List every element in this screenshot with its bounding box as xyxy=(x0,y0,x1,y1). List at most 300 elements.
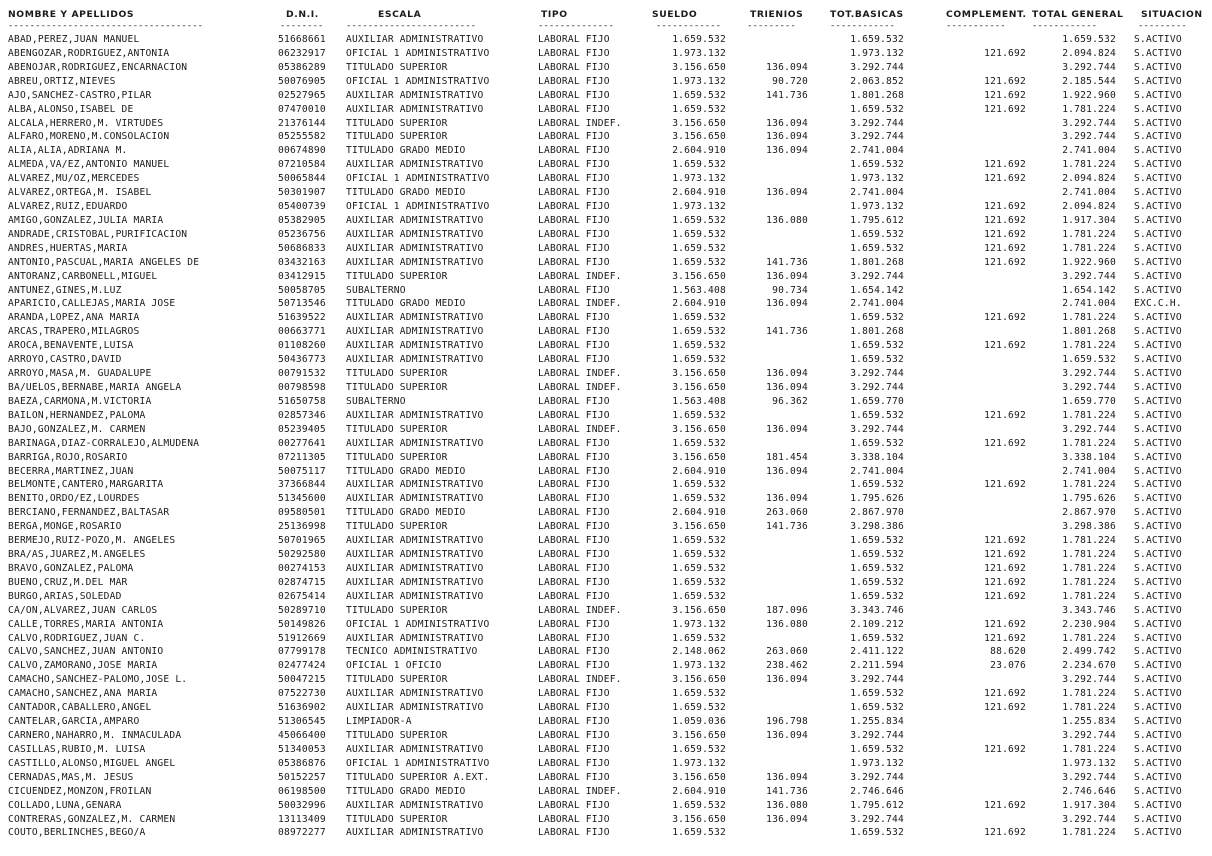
cell-sueldo: 1.659.532 xyxy=(672,228,726,240)
cell-dni: 05386876 xyxy=(278,757,326,769)
cell-nombre: CA/ON,ALVAREZ,JUAN CARLOS xyxy=(8,604,158,616)
cell-situacion: S.ACTIVO xyxy=(1134,312,1182,324)
cell-nombre: BARINAGA,DIAZ-CORRALEJO,ALMUDENA xyxy=(8,437,200,449)
cell-nombre: CAMACHO,SANCHEZ,ANA MARIA xyxy=(8,688,158,700)
table-row xyxy=(0,757,1212,771)
cell-tot-basicas: 1.659.532 xyxy=(850,576,904,588)
cell-tipo: LABORAL FIJO xyxy=(538,521,610,533)
table-row xyxy=(0,144,1212,158)
cell-nombre: CARNERO,NAHARRO,M. INMACULADA xyxy=(8,730,182,741)
cell-complement: 121.692 xyxy=(984,688,1026,700)
table-row xyxy=(0,325,1212,339)
cell-escala: TITULADO SUPERIOR xyxy=(346,423,448,435)
cell-situacion: S.ACTIVO xyxy=(1134,785,1182,797)
table-row xyxy=(0,284,1212,298)
cell-nombre: ALFARO,MORENO,M.CONSOLACION xyxy=(8,131,170,143)
cell-escala: SUBALTERNO xyxy=(346,284,406,296)
cell-situacion: S.ACTIVO xyxy=(1134,743,1182,755)
cell-sueldo: 1.659.532 xyxy=(672,590,726,602)
cell-tipo: LABORAL FIJO xyxy=(538,312,610,324)
cell-trienios: 141.736 xyxy=(766,256,808,268)
cell-dni: 50701965 xyxy=(278,535,326,547)
cell-nombre: ANDRADE,CRISTOBAL,PURIFICACION xyxy=(8,228,188,240)
cell-situacion: S.ACTIVO xyxy=(1134,117,1182,129)
cell-dni: 00277641 xyxy=(278,437,326,449)
cell-tot-basicas: 3.292.744 xyxy=(850,270,904,282)
cell-sueldo: 1.659.532 xyxy=(672,103,726,115)
cell-sueldo: 1.659.532 xyxy=(672,326,726,338)
table-row xyxy=(0,520,1212,534)
table-row xyxy=(0,200,1212,214)
cell-escala: TITULADO SUPERIOR xyxy=(346,604,448,616)
cell-situacion: S.ACTIVO xyxy=(1134,632,1182,644)
table-row xyxy=(0,492,1212,506)
table-row xyxy=(0,590,1212,604)
cell-tot-basicas: 3.292.744 xyxy=(850,368,904,380)
cell-tot-basicas: 1.654.142 xyxy=(850,284,904,296)
cell-total-general: 2.230.904 xyxy=(1062,618,1116,630)
cell-sueldo: 1.973.132 xyxy=(672,660,726,672)
cell-sueldo: 3.156.650 xyxy=(672,131,726,143)
cell-situacion: S.ACTIVO xyxy=(1134,34,1182,45)
cell-trienios: 90.720 xyxy=(772,75,808,87)
cell-sueldo: 1.659.532 xyxy=(672,354,726,366)
cell-tot-basicas: 2.741.004 xyxy=(850,298,904,310)
cell-trienios: 136.094 xyxy=(766,674,808,686)
cell-tot-basicas: 1.659.532 xyxy=(850,312,904,324)
cell-sueldo: 1.659.532 xyxy=(672,562,726,574)
table-row xyxy=(0,562,1212,576)
cell-nombre: ALVAREZ,ORTEGA,M. ISABEL xyxy=(8,187,152,199)
cell-sueldo: 3.156.650 xyxy=(672,604,726,616)
cell-tipo: LABORAL FIJO xyxy=(538,187,610,199)
table-row xyxy=(0,214,1212,228)
cell-tipo: LABORAL FIJO xyxy=(538,479,610,491)
cell-tipo: LABORAL INDEF. xyxy=(538,117,622,129)
table-row xyxy=(0,423,1212,437)
table-row xyxy=(0,604,1212,618)
cell-tipo: LABORAL INDEF. xyxy=(538,270,622,282)
header-tipo: TIPO xyxy=(541,9,568,20)
table-row xyxy=(0,701,1212,715)
cell-escala: AUXILIAR ADMINISTRATIVO xyxy=(346,702,484,714)
cell-escala: AUXILIAR ADMINISTRATIVO xyxy=(346,228,484,240)
cell-escala: AUXILIAR ADMINISTRATIVO xyxy=(346,256,484,268)
cell-tot-basicas: 1.659.532 xyxy=(850,702,904,714)
cell-dni: 51650758 xyxy=(278,395,326,407)
cell-tot-basicas: 1.659.532 xyxy=(850,228,904,240)
cell-tot-basicas: 1.659.532 xyxy=(850,242,904,254)
cell-total-general: 2.094.824 xyxy=(1062,201,1116,213)
cell-nombre: CASILLAS,RUBIO,M. LUISA xyxy=(8,743,146,755)
cell-nombre: CALVO,RODRIGUEZ,JUAN C. xyxy=(8,632,146,644)
cell-trienios: 187.096 xyxy=(766,604,808,616)
cell-situacion: EXC.C.H. xyxy=(1134,298,1182,310)
cell-total-general: 1.781.224 xyxy=(1062,576,1116,588)
cell-nombre: ALVAREZ,MU/OZ,MERCEDES xyxy=(8,173,140,185)
cell-tipo: LABORAL FIJO xyxy=(538,660,610,672)
cell-tot-basicas: 3.292.744 xyxy=(850,730,904,741)
cell-escala: TECNICO ADMINISTRATIVO xyxy=(346,646,478,658)
cell-complement: 121.692 xyxy=(984,562,1026,574)
table-row xyxy=(0,242,1212,256)
cell-complement: 121.692 xyxy=(984,201,1026,213)
cell-situacion: S.ACTIVO xyxy=(1134,535,1182,547)
cell-situacion: S.ACTIVO xyxy=(1134,103,1182,115)
cell-dni: 02857346 xyxy=(278,409,326,421)
cell-dni: 50065844 xyxy=(278,173,326,185)
cell-tipo: LABORAL FIJO xyxy=(538,688,610,700)
cell-tipo: LABORAL FIJO xyxy=(538,395,610,407)
table-row xyxy=(0,367,1212,381)
cell-escala: AUXILIAR ADMINISTRATIVO xyxy=(346,562,484,574)
cell-tot-basicas: 3.292.744 xyxy=(850,131,904,143)
cell-total-general: 1.781.224 xyxy=(1062,479,1116,491)
cell-tot-basicas: 2.211.594 xyxy=(850,660,904,672)
cell-escala: AUXILIAR ADMINISTRATIVO xyxy=(346,103,484,115)
cell-sueldo: 1.563.408 xyxy=(672,395,726,407)
cell-tipo: LABORAL FIJO xyxy=(538,228,610,240)
cell-tot-basicas: 2.741.004 xyxy=(850,145,904,157)
cell-total-general: 1.781.224 xyxy=(1062,242,1116,254)
cell-complement: 121.692 xyxy=(984,173,1026,185)
cell-tipo: LABORAL FIJO xyxy=(538,799,610,811)
cell-tot-basicas: 2.867.970 xyxy=(850,507,904,519)
cell-dni: 51912669 xyxy=(278,632,326,644)
table-row xyxy=(0,297,1212,311)
cell-complement: 121.692 xyxy=(984,702,1026,714)
cell-trienios: 136.094 xyxy=(766,61,808,73)
cell-escala: TITULADO SUPERIOR xyxy=(346,813,448,825)
cell-tot-basicas: 3.292.744 xyxy=(850,813,904,825)
cell-tot-basicas: 1.973.132 xyxy=(850,47,904,59)
cell-sueldo: 2.604.910 xyxy=(672,785,726,797)
header-tot-basicas: TOT.BASICAS xyxy=(830,9,904,20)
cell-escala: TITULADO SUPERIOR xyxy=(346,368,448,380)
cell-tot-basicas: 1.659.532 xyxy=(850,479,904,491)
cell-tot-basicas: 1.795.626 xyxy=(850,493,904,505)
cell-tipo: LABORAL FIJO xyxy=(538,326,610,338)
cell-escala: TITULADO SUPERIOR xyxy=(346,61,448,73)
table-row xyxy=(0,353,1212,367)
cell-sueldo: 3.156.650 xyxy=(672,521,726,533)
cell-situacion: S.ACTIVO xyxy=(1134,201,1182,213)
cell-situacion: S.ACTIVO xyxy=(1134,799,1182,811)
cell-sueldo: 1.659.532 xyxy=(672,340,726,352)
header-underline: -------- xyxy=(280,21,324,31)
cell-situacion: S.ACTIVO xyxy=(1134,716,1182,728)
cell-tipo: LABORAL FIJO xyxy=(538,743,610,755)
cell-situacion: S.ACTIVO xyxy=(1134,437,1182,449)
cell-tipo: LABORAL FIJO xyxy=(538,242,610,254)
cell-sueldo: 1.563.408 xyxy=(672,284,726,296)
cell-total-general: 1.255.834 xyxy=(1062,716,1116,728)
cell-escala: AUXILIAR ADMINISTRATIVO xyxy=(346,549,484,561)
cell-total-general: 1.781.224 xyxy=(1062,827,1116,839)
cell-escala: SUBALTERNO xyxy=(346,395,406,407)
cell-tot-basicas: 3.338.104 xyxy=(850,451,904,463)
cell-tot-basicas: 1.659.532 xyxy=(850,549,904,561)
cell-complement: 121.692 xyxy=(984,549,1026,561)
cell-dni: 07522730 xyxy=(278,688,326,700)
cell-escala: TITULADO SUPERIOR xyxy=(346,674,448,686)
cell-tot-basicas: 1.659.532 xyxy=(850,409,904,421)
cell-situacion: S.ACTIVO xyxy=(1134,660,1182,672)
cell-tot-basicas: 2.746.646 xyxy=(850,785,904,797)
header-trienios: TRIENIOS xyxy=(750,9,804,20)
cell-tipo: LABORAL FIJO xyxy=(538,757,610,769)
cell-escala: TITULADO SUPERIOR xyxy=(346,270,448,282)
cell-total-general: 1.973.132 xyxy=(1062,757,1116,769)
cell-complement: 121.692 xyxy=(984,437,1026,449)
cell-tot-basicas: 3.343.746 xyxy=(850,604,904,616)
cell-dni: 06198500 xyxy=(278,785,326,797)
cell-situacion: S.ACTIVO xyxy=(1134,827,1182,839)
cell-situacion: S.ACTIVO xyxy=(1134,646,1182,658)
table-row xyxy=(0,465,1212,479)
cell-nombre: ALIA,ALIA,ADRIANA M. xyxy=(8,145,128,157)
cell-situacion: S.ACTIVO xyxy=(1134,242,1182,254)
cell-trienios: 238.462 xyxy=(766,660,808,672)
cell-escala: TITULADO GRADO MEDIO xyxy=(346,465,466,477)
cell-tipo: LABORAL FIJO xyxy=(538,465,610,477)
cell-nombre: ARROYO,MASA,M. GUADALUPE xyxy=(8,368,152,380)
cell-dni: 50713546 xyxy=(278,298,326,310)
cell-escala: TITULADO SUPERIOR xyxy=(346,131,448,143)
cell-tipo: LABORAL FIJO xyxy=(538,493,610,505)
cell-trienios: 136.094 xyxy=(766,117,808,129)
cell-trienios: 96.362 xyxy=(772,395,808,407)
cell-tot-basicas: 1.973.132 xyxy=(850,201,904,213)
cell-nombre: BERMEJO,RUIZ-POZO,M. ANGELES xyxy=(8,535,176,547)
cell-trienios: 136.094 xyxy=(766,730,808,741)
table-row xyxy=(0,478,1212,492)
cell-situacion: S.ACTIVO xyxy=(1134,61,1182,73)
cell-tot-basicas: 1.659.532 xyxy=(850,827,904,839)
cell-nombre: AJO,SANCHEZ-CASTRO,PILAR xyxy=(8,89,152,101)
cell-tot-basicas: 1.659.532 xyxy=(850,632,904,644)
cell-sueldo: 3.156.650 xyxy=(672,674,726,686)
cell-tot-basicas: 1.801.268 xyxy=(850,326,904,338)
cell-sueldo: 3.156.650 xyxy=(672,771,726,783)
cell-tipo: LABORAL INDEF. xyxy=(538,298,622,310)
cell-sueldo: 1.659.532 xyxy=(672,576,726,588)
cell-nombre: ANTUNEZ,GINES,M.LUZ xyxy=(8,284,122,296)
cell-escala: TITULADO GRADO MEDIO xyxy=(346,187,466,199)
cell-escala: OFICIAL 1 ADMINISTRATIVO xyxy=(346,757,490,769)
cell-escala: AUXILIAR ADMINISTRATIVO xyxy=(346,326,484,338)
cell-tot-basicas: 2.411.122 xyxy=(850,646,904,658)
cell-situacion: S.ACTIVO xyxy=(1134,214,1182,226)
cell-dni: 00791532 xyxy=(278,368,326,380)
cell-dni: 50149826 xyxy=(278,618,326,630)
cell-nombre: BURGO,ARIAS,SOLEDAD xyxy=(8,590,122,602)
cell-sueldo: 1.059.036 xyxy=(672,716,726,728)
cell-sueldo: 1.973.132 xyxy=(672,173,726,185)
cell-sueldo: 1.659.532 xyxy=(672,34,726,45)
cell-trienios: 136.094 xyxy=(766,382,808,393)
cell-tipo: LABORAL FIJO xyxy=(538,340,610,352)
cell-situacion: S.ACTIVO xyxy=(1134,465,1182,477)
cell-situacion: S.ACTIVO xyxy=(1134,47,1182,59)
cell-escala: OFICIAL 1 ADMINISTRATIVO xyxy=(346,618,490,630)
cell-total-general: 2.094.824 xyxy=(1062,173,1116,185)
table-row xyxy=(0,311,1212,325)
header-underline: ------------ xyxy=(830,21,896,31)
cell-sueldo: 2.604.910 xyxy=(672,465,726,477)
cell-nombre: CERNADAS,MAS,M. JESUS xyxy=(8,771,134,783)
cell-tipo: LABORAL FIJO xyxy=(538,437,610,449)
cell-total-general: 2.741.004 xyxy=(1062,465,1116,477)
cell-total-general: 2.094.824 xyxy=(1062,47,1116,59)
cell-escala: TITULADO SUPERIOR xyxy=(346,382,448,393)
cell-dni: 05239405 xyxy=(278,423,326,435)
cell-sueldo: 1.973.132 xyxy=(672,757,726,769)
cell-tot-basicas: 3.298.386 xyxy=(850,521,904,533)
cell-nombre: CALVO,ZAMORANO,JOSE MARIA xyxy=(8,660,158,672)
header-total-general: TOTAL GENERAL xyxy=(1032,9,1124,20)
table-row xyxy=(0,47,1212,61)
cell-sueldo: 1.659.532 xyxy=(672,493,726,505)
cell-dni: 07470010 xyxy=(278,103,326,115)
table-row xyxy=(0,799,1212,813)
cell-complement: 121.692 xyxy=(984,535,1026,547)
cell-escala: LIMPIADOR-A xyxy=(346,716,412,728)
cell-tot-basicas: 1.801.268 xyxy=(850,89,904,101)
cell-dni: 08972277 xyxy=(278,827,326,839)
cell-dni: 50058705 xyxy=(278,284,326,296)
table-row xyxy=(0,659,1212,673)
cell-situacion: S.ACTIVO xyxy=(1134,590,1182,602)
cell-escala: AUXILIAR ADMINISTRATIVO xyxy=(346,493,484,505)
cell-sueldo: 1.659.532 xyxy=(672,409,726,421)
cell-dni: 50152257 xyxy=(278,771,326,783)
cell-sueldo: 1.659.532 xyxy=(672,799,726,811)
table-row xyxy=(0,687,1212,701)
cell-sueldo: 3.156.650 xyxy=(672,382,726,393)
cell-tot-basicas: 1.801.268 xyxy=(850,256,904,268)
cell-tipo: LABORAL FIJO xyxy=(538,201,610,213)
cell-situacion: S.ACTIVO xyxy=(1134,256,1182,268)
cell-nombre: BUENO,CRUZ,M.DEL MAR xyxy=(8,576,128,588)
cell-tot-basicas: 2.741.004 xyxy=(850,465,904,477)
cell-tot-basicas: 1.973.132 xyxy=(850,173,904,185)
cell-total-general: 1.781.224 xyxy=(1062,562,1116,574)
cell-tipo: LABORAL INDEF. xyxy=(538,382,622,393)
cell-sueldo: 1.659.532 xyxy=(672,702,726,714)
cell-escala: TITULADO SUPERIOR xyxy=(346,730,448,741)
cell-trienios: 136.080 xyxy=(766,799,808,811)
cell-escala: AUXILIAR ADMINISTRATIVO xyxy=(346,799,484,811)
cell-total-general: 1.922.960 xyxy=(1062,89,1116,101)
table-row xyxy=(0,61,1212,75)
cell-complement: 121.692 xyxy=(984,256,1026,268)
cell-escala: AUXILIAR ADMINISTRATIVO xyxy=(346,535,484,547)
cell-dni: 00674890 xyxy=(278,145,326,157)
cell-total-general: 3.343.746 xyxy=(1062,604,1116,616)
cell-dni: 50076905 xyxy=(278,75,326,87)
cell-complement: 121.692 xyxy=(984,340,1026,352)
cell-total-general: 1.781.224 xyxy=(1062,702,1116,714)
cell-nombre: ABREU,ORTIZ,NIEVES xyxy=(8,75,116,87)
cell-tipo: LABORAL FIJO xyxy=(538,214,610,226)
cell-situacion: S.ACTIVO xyxy=(1134,702,1182,714)
table-row xyxy=(0,729,1212,743)
cell-total-general: 1.781.224 xyxy=(1062,688,1116,700)
cell-sueldo: 1.659.532 xyxy=(672,632,726,644)
cell-escala: AUXILIAR ADMINISTRATIVO xyxy=(346,34,484,45)
table-row xyxy=(0,130,1212,144)
cell-situacion: S.ACTIVO xyxy=(1134,757,1182,769)
cell-tipo: LABORAL FIJO xyxy=(538,103,610,115)
cell-dni: 50686833 xyxy=(278,242,326,254)
cell-trienios: 136.094 xyxy=(766,813,808,825)
table-row xyxy=(0,256,1212,270)
cell-trienios: 136.094 xyxy=(766,145,808,157)
cell-situacion: S.ACTIVO xyxy=(1134,270,1182,282)
cell-escala: TITULADO GRADO MEDIO xyxy=(346,298,466,310)
cell-sueldo: 3.156.650 xyxy=(672,368,726,380)
cell-tipo: LABORAL FIJO xyxy=(538,576,610,588)
cell-tot-basicas: 1.255.834 xyxy=(850,716,904,728)
cell-complement: 121.692 xyxy=(984,632,1026,644)
cell-situacion: S.ACTIVO xyxy=(1134,382,1182,393)
cell-dni: 02675414 xyxy=(278,590,326,602)
cell-complement: 121.692 xyxy=(984,47,1026,59)
cell-nombre: ANTORANZ,CARBONELL,MIGUEL xyxy=(8,270,158,282)
cell-dni: 13113409 xyxy=(278,813,326,825)
header-sueldo: SUELDO xyxy=(652,9,698,20)
cell-complement: 121.692 xyxy=(984,479,1026,491)
cell-tipo: LABORAL FIJO xyxy=(538,562,610,574)
cell-sueldo: 1.973.132 xyxy=(672,618,726,630)
cell-tipo: LABORAL FIJO xyxy=(538,813,610,825)
cell-nombre: ABENGOZAR,RODRIGUEZ,ANTONIA xyxy=(8,47,170,59)
cell-total-general: 2.867.970 xyxy=(1062,507,1116,519)
cell-nombre: AMIGO,GONZALEZ,JULIA MARIA xyxy=(8,214,164,226)
cell-trienios: 136.094 xyxy=(766,771,808,783)
cell-sueldo: 1.659.532 xyxy=(672,549,726,561)
cell-dni: 00274153 xyxy=(278,562,326,574)
cell-dni: 05382905 xyxy=(278,214,326,226)
cell-total-general: 3.292.744 xyxy=(1062,771,1116,783)
cell-total-general: 1.801.268 xyxy=(1062,326,1116,338)
cell-trienios: 136.094 xyxy=(766,368,808,380)
cell-situacion: S.ACTIVO xyxy=(1134,354,1182,366)
cell-tipo: LABORAL FIJO xyxy=(538,507,610,519)
cell-dni: 50289710 xyxy=(278,604,326,616)
cell-total-general: 1.659.532 xyxy=(1062,354,1116,366)
cell-dni: 51340053 xyxy=(278,743,326,755)
table-row xyxy=(0,645,1212,659)
cell-sueldo: 2.604.910 xyxy=(672,507,726,519)
cell-escala: OFICIAL 1 ADMINISTRATIVO xyxy=(346,201,490,213)
cell-escala: AUXILIAR ADMINISTRATIVO xyxy=(346,340,484,352)
cell-dni: 06232917 xyxy=(278,47,326,59)
cell-sueldo: 2.604.910 xyxy=(672,145,726,157)
cell-dni: 07210584 xyxy=(278,159,326,171)
cell-trienios: 181.454 xyxy=(766,451,808,463)
cell-trienios: 136.094 xyxy=(766,298,808,310)
cell-tipo: LABORAL INDEF. xyxy=(538,785,622,797)
cell-nombre: BERGA,MONGE,ROSARIO xyxy=(8,521,122,533)
table-row xyxy=(0,75,1212,89)
table-row xyxy=(0,618,1212,632)
cell-dni: 05386289 xyxy=(278,61,326,73)
cell-sueldo: 1.659.532 xyxy=(672,437,726,449)
cell-tipo: LABORAL INDEF. xyxy=(538,368,622,380)
table-row xyxy=(0,771,1212,785)
